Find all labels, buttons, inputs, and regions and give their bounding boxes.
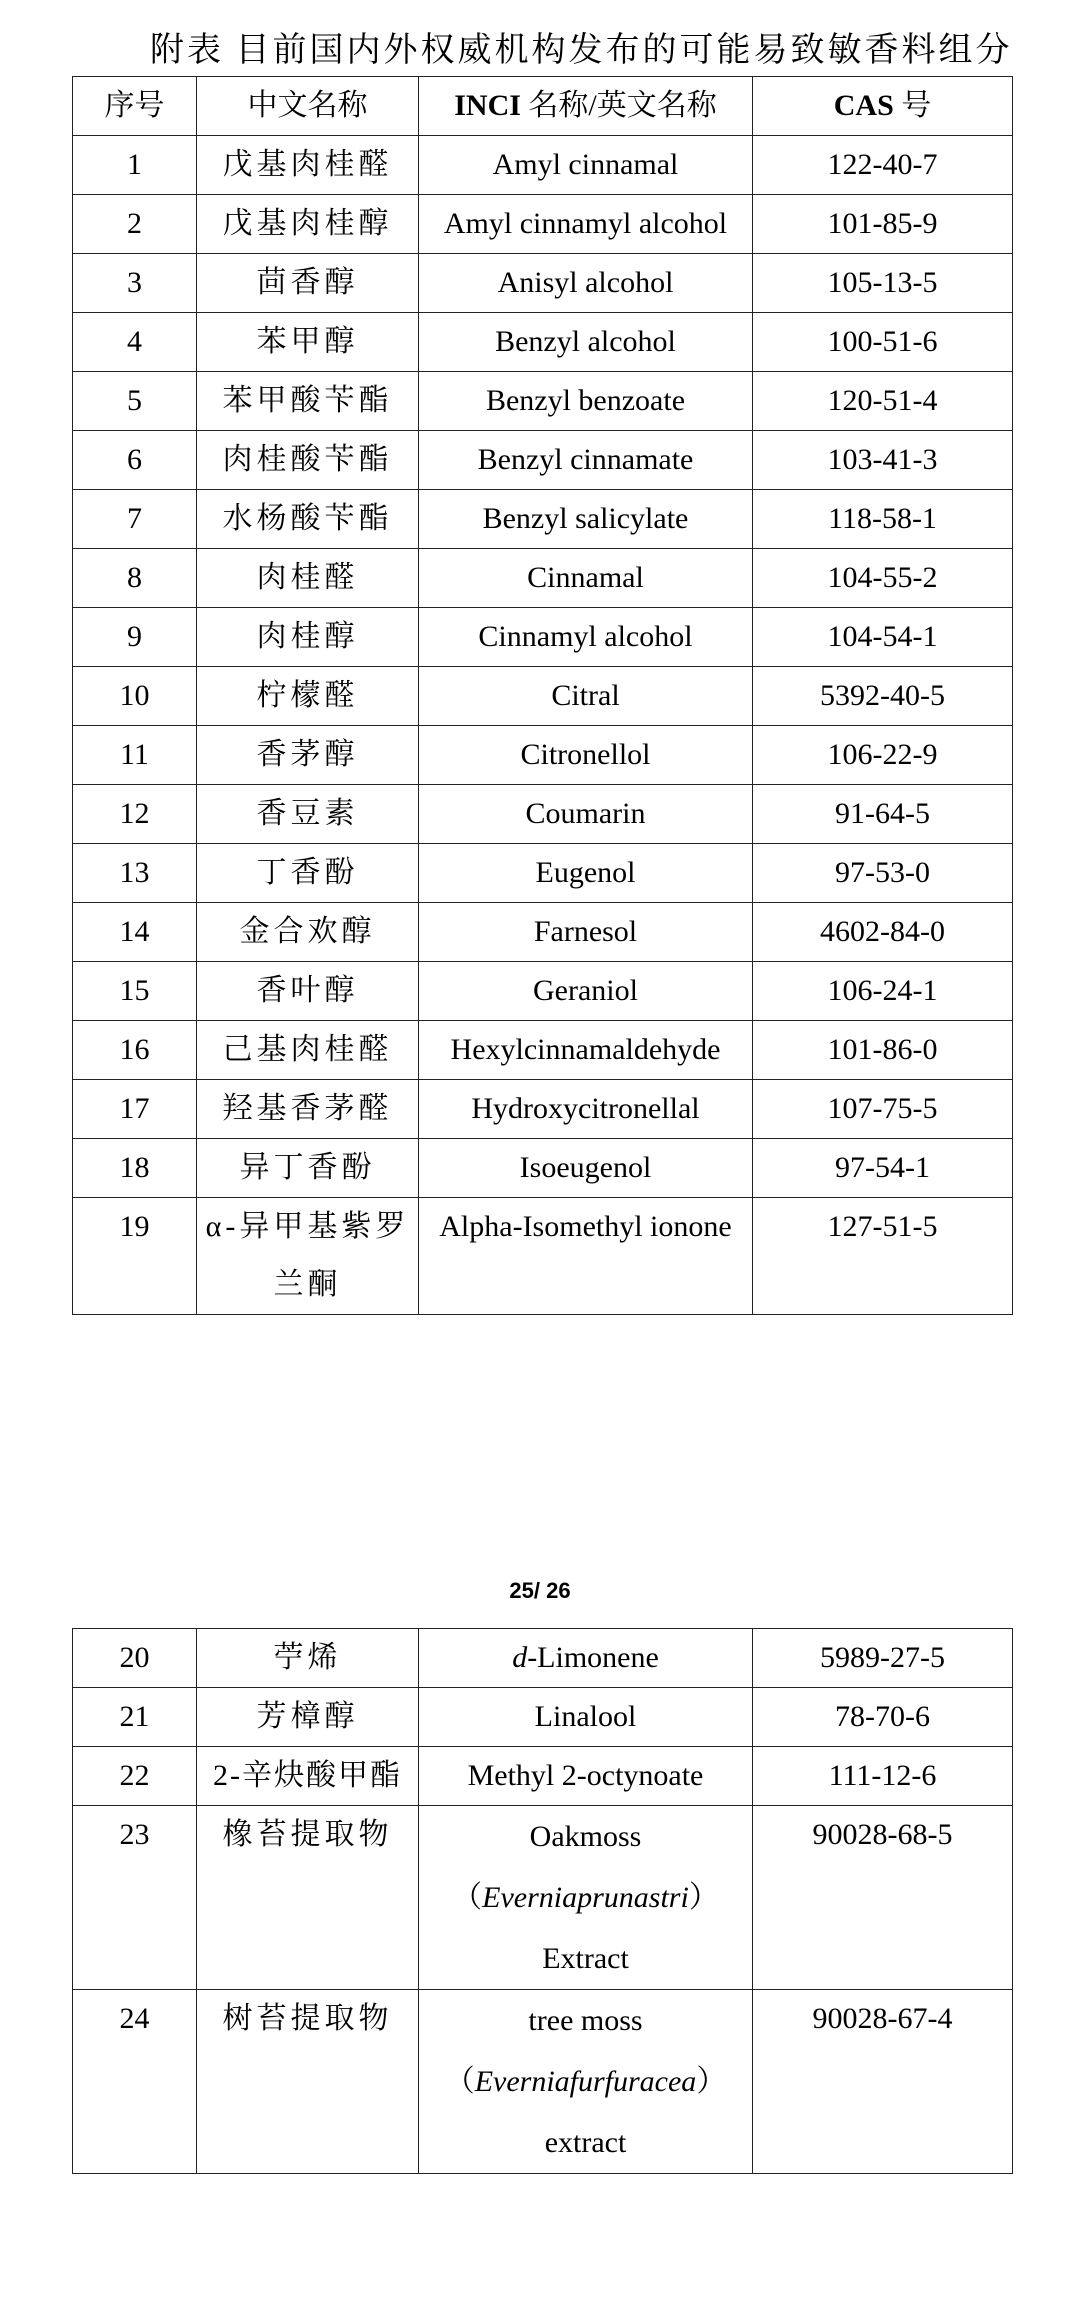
row-inci: Benzyl cinnamate xyxy=(419,431,753,490)
row-cn-name: 苧烯 xyxy=(197,1629,419,1688)
row-cas: 106-22-9 xyxy=(753,726,1013,785)
row-inci: Isoeugenol xyxy=(419,1139,753,1198)
table-row xyxy=(73,962,1013,1021)
row-no: 10 xyxy=(73,667,197,726)
table-row xyxy=(73,372,1013,431)
table-row xyxy=(73,549,1013,608)
row-no: 14 xyxy=(73,903,197,962)
row-no: 22 xyxy=(73,1747,197,1806)
row-no: 5 xyxy=(73,372,197,431)
row-inci: Eugenol xyxy=(419,844,753,903)
row-inci: Benzyl benzoate xyxy=(419,372,753,431)
header-cn-name: 中文名称 xyxy=(197,77,419,136)
row-cn-name: 肉桂醛 xyxy=(197,549,419,608)
row-no: 17 xyxy=(73,1080,197,1139)
table-row xyxy=(73,608,1013,667)
row-no: 3 xyxy=(73,254,197,313)
row-cn-name: 丁香酚 xyxy=(197,844,419,903)
table-row xyxy=(73,1990,1013,2174)
row-cn-name: 香豆素 xyxy=(197,785,419,844)
row-cn-name: 戊基肉桂醛 xyxy=(197,136,419,195)
row-no: 7 xyxy=(73,490,197,549)
table-row xyxy=(73,195,1013,254)
row-inci: Anisyl alcohol xyxy=(419,254,753,313)
row-inci: Cinnamal xyxy=(419,549,753,608)
table-row xyxy=(73,136,1013,195)
row-no: 18 xyxy=(73,1139,197,1198)
table-row xyxy=(73,254,1013,313)
table-row xyxy=(73,1080,1013,1139)
row-cas: 107-75-5 xyxy=(753,1080,1013,1139)
row-cas: 5989-27-5 xyxy=(753,1629,1013,1688)
table-header-row xyxy=(73,77,1013,136)
table-row xyxy=(73,667,1013,726)
row-inci: Coumarin xyxy=(419,785,753,844)
row-inci: Cinnamyl alcohol xyxy=(419,608,753,667)
row-cas: 4602-84-0 xyxy=(753,903,1013,962)
row-cas: 103-41-3 xyxy=(753,431,1013,490)
row-cn-name: 柠檬醛 xyxy=(197,667,419,726)
row-inci: Geraniol xyxy=(419,962,753,1021)
row-no: 1 xyxy=(73,136,197,195)
row-no: 20 xyxy=(73,1629,197,1688)
table-row xyxy=(73,1198,1013,1315)
table-row xyxy=(73,313,1013,372)
row-inci: Oakmoss （Everniaprunastri） Extract xyxy=(419,1806,753,1990)
row-cn-name: 茴香醇 xyxy=(197,254,419,313)
row-no: 15 xyxy=(73,962,197,1021)
row-no: 24 xyxy=(73,1990,197,2174)
row-inci: Benzyl salicylate xyxy=(419,490,753,549)
table-row xyxy=(73,490,1013,549)
row-cn-name: 羟基香茅醛 xyxy=(197,1080,419,1139)
header-no: 序号 xyxy=(73,77,197,136)
row-cn-name: 香茅醇 xyxy=(197,726,419,785)
row-cas: 105-13-5 xyxy=(753,254,1013,313)
page-number: 25/ 26 xyxy=(509,1578,571,1603)
row-inci: Amyl cinnamal xyxy=(419,136,753,195)
row-no: 23 xyxy=(73,1806,197,1990)
row-cas: 127-51-5 xyxy=(753,1198,1013,1315)
row-cas: 97-53-0 xyxy=(753,844,1013,903)
row-cn-name: 香叶醇 xyxy=(197,962,419,1021)
row-inci: Farnesol xyxy=(419,903,753,962)
row-no: 11 xyxy=(73,726,197,785)
row-cn-name: 苯甲酸苄酯 xyxy=(197,372,419,431)
row-no: 21 xyxy=(73,1688,197,1747)
header-cas: CAS 号 xyxy=(753,77,1013,136)
row-no: 6 xyxy=(73,431,197,490)
row-no: 4 xyxy=(73,313,197,372)
row-cn-name: 金合欢醇 xyxy=(197,903,419,962)
table-row xyxy=(73,1139,1013,1198)
row-cas: 78-70-6 xyxy=(753,1688,1013,1747)
table-row xyxy=(73,1688,1013,1747)
row-cas: 120-51-4 xyxy=(753,372,1013,431)
row-cn-name: 异丁香酚 xyxy=(197,1139,419,1198)
row-cas: 101-85-9 xyxy=(753,195,1013,254)
row-cas: 90028-67-4 xyxy=(753,1990,1013,2174)
row-cas: 104-55-2 xyxy=(753,549,1013,608)
row-no: 9 xyxy=(73,608,197,667)
row-inci: d-Limonene xyxy=(419,1629,753,1688)
row-no: 13 xyxy=(73,844,197,903)
row-no: 16 xyxy=(73,1021,197,1080)
table-row xyxy=(73,903,1013,962)
row-cas: 111-12-6 xyxy=(753,1747,1013,1806)
row-cn-name: 肉桂酸苄酯 xyxy=(197,431,419,490)
row-cas: 104-54-1 xyxy=(753,608,1013,667)
row-cn-name: 苯甲醇 xyxy=(197,313,419,372)
row-inci: Citral xyxy=(419,667,753,726)
row-cas: 122-40-7 xyxy=(753,136,1013,195)
table-row xyxy=(73,1629,1013,1688)
table-row xyxy=(73,785,1013,844)
row-inci: Linalool xyxy=(419,1688,753,1747)
row-cas: 100-51-6 xyxy=(753,313,1013,372)
row-cn-name: 水杨酸苄酯 xyxy=(197,490,419,549)
row-cas: 101-86-0 xyxy=(753,1021,1013,1080)
row-inci: Citronellol xyxy=(419,726,753,785)
row-cas: 118-58-1 xyxy=(753,490,1013,549)
row-cn-name: 肉桂醇 xyxy=(197,608,419,667)
fragrance-table-part2 xyxy=(72,1628,1013,2174)
page-title: 附表 目前国内外权威机构发布的可能易致敏香料组分 xyxy=(150,32,1013,69)
fragrance-table-part1 xyxy=(72,76,1013,1315)
table-row xyxy=(73,1747,1013,1806)
table-row xyxy=(73,1806,1013,1990)
row-cn-name: 树苔提取物 xyxy=(197,1990,419,2174)
row-inci: Methyl 2-octynoate xyxy=(419,1747,753,1806)
row-no: 19 xyxy=(73,1198,197,1315)
row-no: 12 xyxy=(73,785,197,844)
row-cn-name: 芳樟醇 xyxy=(197,1688,419,1747)
row-cn-name: α-异甲基紫罗兰酮 xyxy=(197,1198,419,1315)
row-no: 2 xyxy=(73,195,197,254)
row-inci: Amyl cinnamyl alcohol xyxy=(419,195,753,254)
row-cas: 97-54-1 xyxy=(753,1139,1013,1198)
row-inci: Alpha-Isomethyl ionone xyxy=(419,1198,753,1315)
row-cas: 5392-40-5 xyxy=(753,667,1013,726)
row-cn-name: 己基肉桂醛 xyxy=(197,1021,419,1080)
table-row xyxy=(73,1021,1013,1080)
row-inci: Benzyl alcohol xyxy=(419,313,753,372)
header-inci: INCI 名称/英文名称 xyxy=(419,77,753,136)
row-inci: tree moss （Everniafurfuracea） extract xyxy=(419,1990,753,2174)
row-inci: Hydroxycitronellal xyxy=(419,1080,753,1139)
row-cn-name: 橡苔提取物 xyxy=(197,1806,419,1990)
table-row xyxy=(73,431,1013,490)
row-inci: Hexylcinnamaldehyde xyxy=(419,1021,753,1080)
row-cn-name: 戊基肉桂醇 xyxy=(197,195,419,254)
table-row xyxy=(73,726,1013,785)
table-row xyxy=(73,844,1013,903)
row-cas: 91-64-5 xyxy=(753,785,1013,844)
row-cas: 106-24-1 xyxy=(753,962,1013,1021)
row-cn-name: 2-辛炔酸甲酯 xyxy=(197,1747,419,1806)
row-no: 8 xyxy=(73,549,197,608)
row-cas: 90028-68-5 xyxy=(753,1806,1013,1990)
